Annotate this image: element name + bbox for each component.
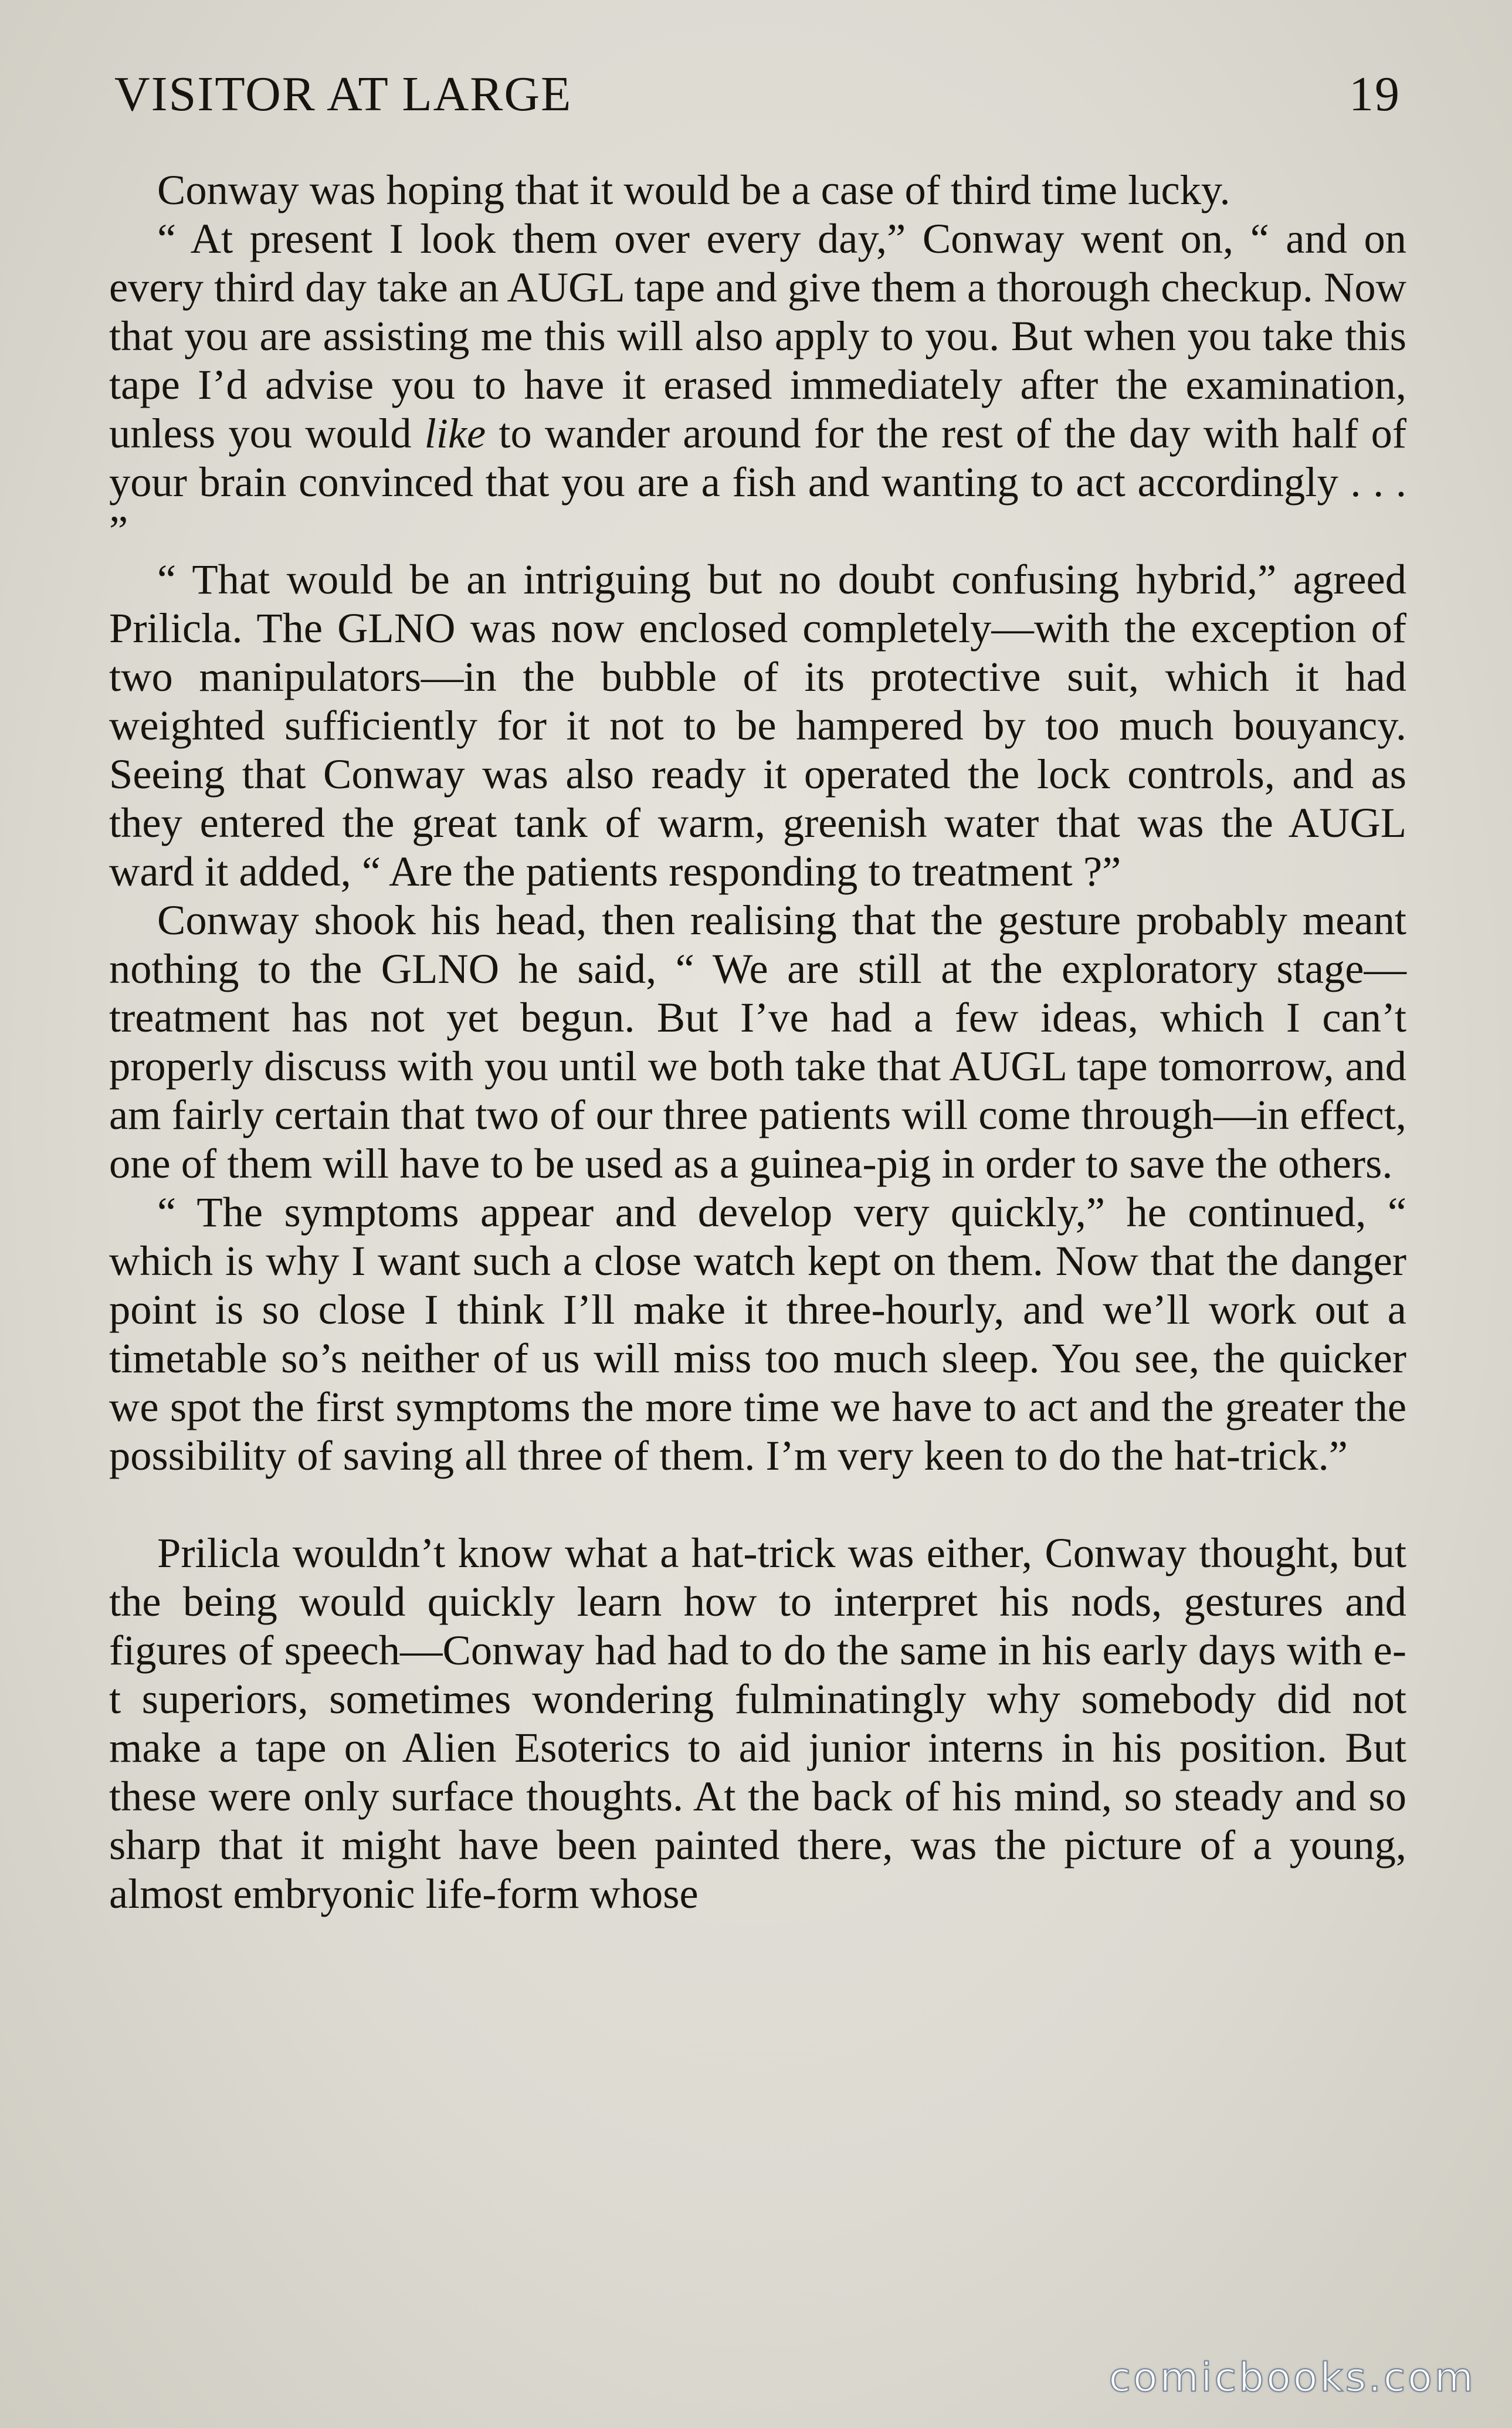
paragraph-5: “ The symptoms appear and develop very quickly,” he continued, “ which is why I want such a close watch kept on them. Now that the danger point is so close I think I’ll make it three-hourly, and we’ll work out a timetable so’s neither of us will miss too much sleep. You see, the quicker we spot the first symptoms the more time we have to act and the greater the possibility of saving all three of them. I’m very keen to do the hat-trick.” [109,1188,1406,1479]
paragraph-1: Conway was hoping that it would be a case of third time lucky. [157,166,1230,213]
paragraph-6: Prilicla wouldn’t know what a hat-trick was either, Conway thought, but the being would quickly learn how to interpret his nods, gestures and figures of speech—Conway had had to do the same in his early days with e-t superiors, sometimes wondering fulminatingly why somebody did not make a tape on Alien Esoterics to aid junior interns in his position. But these were only surface thoughts. At the back of his mind, so steady and so sharp that it might have been painted there, was the picture of a young, almost embryonic life-form whose [109,1529,1406,1917]
page-header [114,65,1401,123]
running-title: VISITOR AT LARGE [114,66,572,121]
paragraph-2-text-b: to wander around for the rest of the day with half of your brain convinced that you are a fish and wanting to act accordingly . . . ” [109,409,1407,554]
paragraph-2-emphasis: like [424,409,486,457]
paragraph-4: Conway shook his head, then realising that the gesture probably meant nothing to the GLNO he said, “ We are still at the exploratory stage—treatment has not yet begun. But I’ve had a few ideas, which I can’t properly discuss with you until we both take that AUGL tape tomorrow, and am fairly certain that two of our three patients will come through—in effect, one of them will have to be used as a guinea-pig in order to save the others. [109,896,1406,1187]
watermark: comicbooks.com [1108,2355,1476,2401]
page-number: 19 [1349,66,1401,121]
paragraph-2 [109,214,1406,555]
paragraph-2-text-a: “ At present I look them over every day,” Conway went on, “ and on every third day take an AUGL tape and give them a thorough checkup. Now that you are assisting me this will also apply to you. But when you take this tape I’d advise you to have it erased immediately after the examination, unless you would [109,215,1406,457]
paragraph-3: “ That would be an intriguing but no doubt confusing hybrid,” agreed Prilicla. The GLNO was now enclosed completely—with the exception of two manipulators—in the bubble of its protective suit, which it had weighted sufficiently for it not to be hampered by too much bouyancy. Seeing that Conway was also ready it operated the lock controls, and as they entered the great tank of warm, greenish water that was the AUGL ward it added, “ Are the patients responding to treatment ?” [109,555,1406,895]
body-text [109,165,1406,1918]
